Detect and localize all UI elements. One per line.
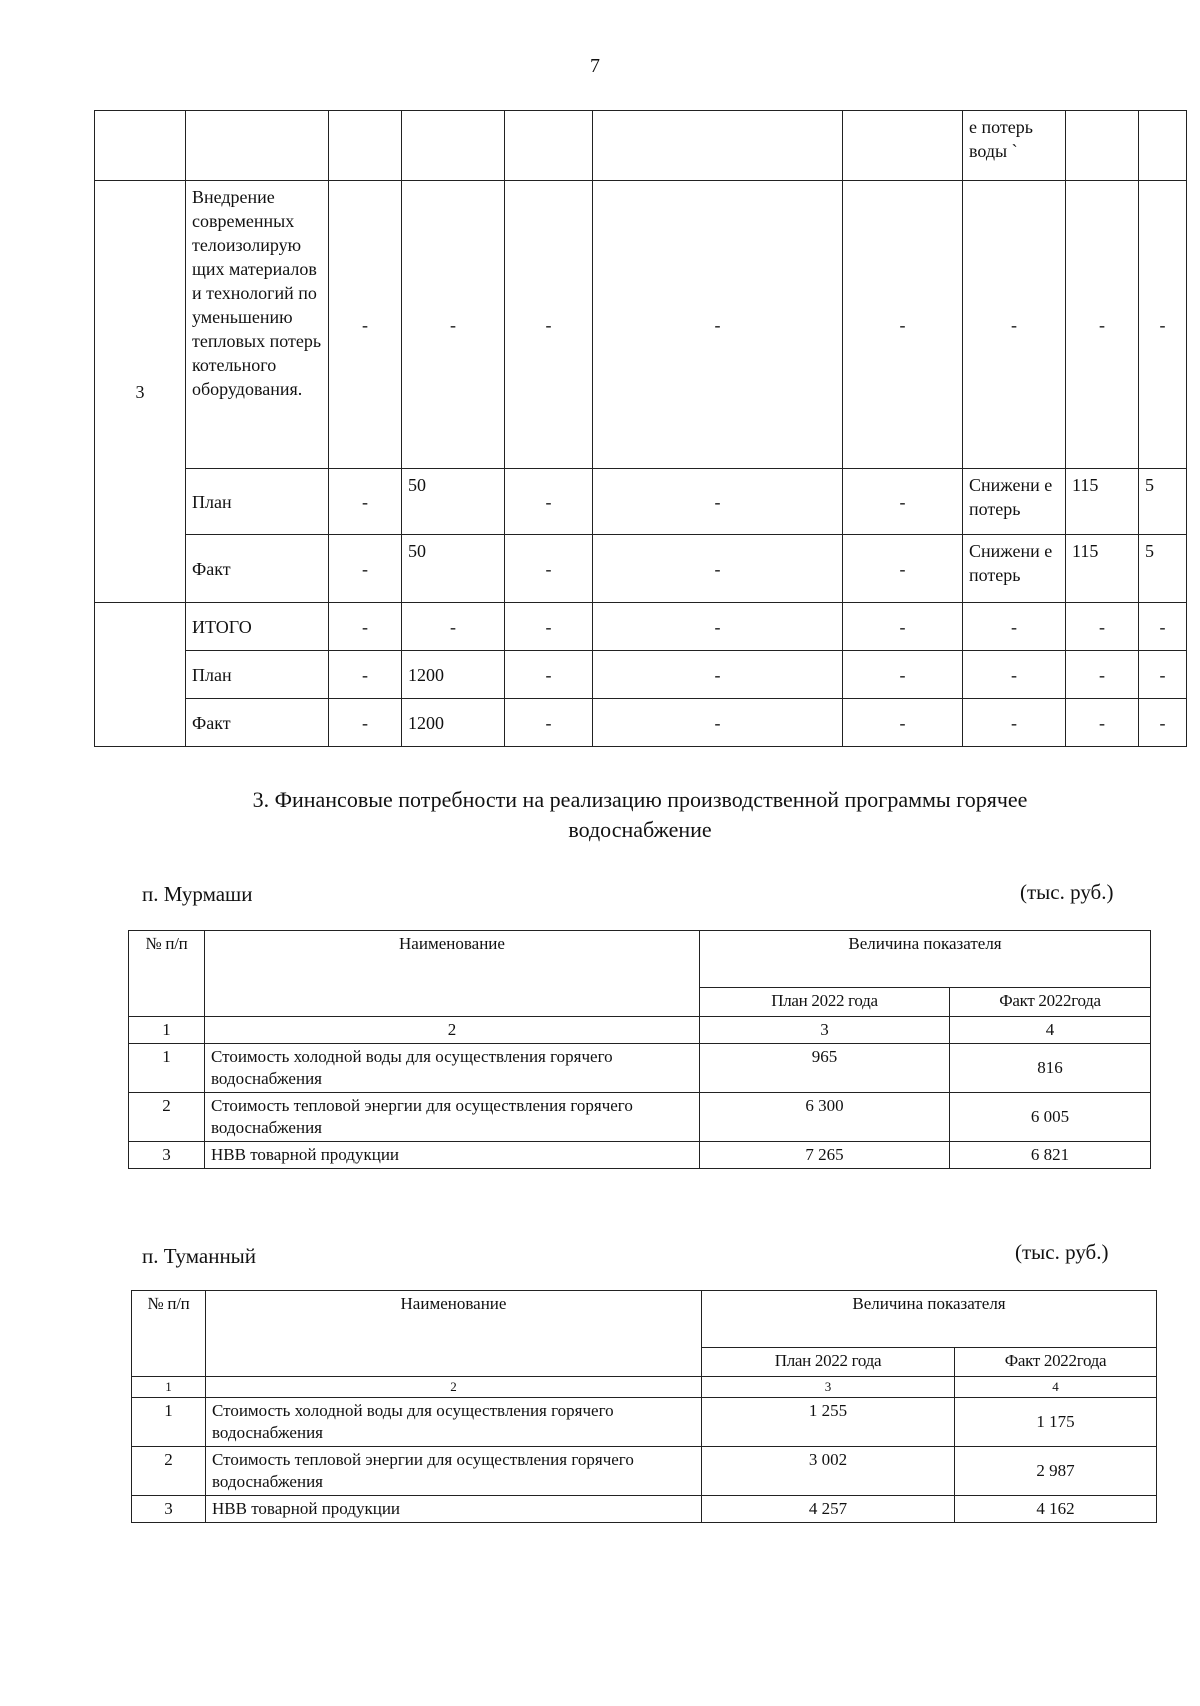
table-cell: - [329,603,402,651]
table-row [132,1291,1157,1348]
table-cell: 4 257 [702,1496,955,1523]
table-cell: Стоимость тепловой энергии для осуществления горячего водоснабжения [206,1447,702,1496]
row-number: 3 [95,181,186,603]
table-cell: - [963,603,1066,651]
header-fact: Факт 2022года [950,988,1151,1017]
table-cell: - [843,535,963,603]
table-cell: 4 [950,1017,1151,1044]
table-cell: - [402,181,505,469]
header-num: № п/п [129,931,205,1017]
row-label: Факт [186,535,329,603]
table-row [129,931,1151,988]
table-cell: - [593,535,843,603]
table-row [95,469,1187,535]
table-cell: НВВ товарной продукции [205,1142,700,1169]
table-row [132,1496,1157,1523]
table-cell: - [1139,699,1187,747]
header-plan: План 2022 года [702,1348,955,1377]
table-cell: - [329,181,402,469]
page-number: 7 [590,55,600,77]
row-label: ИТОГО [186,603,329,651]
table-cell: 1 [129,1044,205,1093]
table-cell: - [963,181,1066,469]
table-cell: 6 821 [950,1142,1151,1169]
table-cell: 50 [402,469,505,535]
measure-name: Внедрение современных телоизолирую щих материалов и технологий по уменьшению тепловых потерь котельного оборудования. [186,181,329,469]
table-cell: - [963,651,1066,699]
table-cell: 2 [129,1093,205,1142]
unit-label: (тыс. руб.) [1020,880,1114,904]
table-row [132,1377,1157,1398]
header-num: № п/п [132,1291,206,1377]
table-cell: - [505,603,593,651]
table-cell: - [505,651,593,699]
table-cell: - [593,651,843,699]
table-cell: 1 [129,1017,205,1044]
table-cell: - [843,651,963,699]
table-cell: 3 [702,1377,955,1398]
table-cell: 6 005 [950,1093,1151,1142]
table-cell: - [402,603,505,651]
table-cell: 1 255 [702,1398,955,1447]
table-cell: - [1139,603,1187,651]
table-cell: - [1139,181,1187,469]
table-cell: - [329,651,402,699]
table-cell: 7 265 [700,1142,950,1169]
table-cell: 4 [955,1377,1157,1398]
header-value: Величина показателя [700,931,1151,988]
table-row [95,699,1187,747]
table-cell: - [329,469,402,535]
table-row [95,603,1187,651]
table-cell: - [329,699,402,747]
table-cell: - [963,699,1066,747]
table-cell: - [505,535,593,603]
place-name: п. Туманный [142,1244,257,1268]
table-cell: 1 [132,1377,206,1398]
table-row [132,1398,1157,1447]
table-cell: НВВ товарной продукции [206,1496,702,1523]
table-cell: Стоимость холодной воды для осуществления горячего водоснабжения [205,1044,700,1093]
table-row [129,1044,1151,1093]
finance-table-tumanny [131,1290,1157,1523]
table-cell: - [1066,181,1139,469]
section-title: 3. Финансовые потребности на реализацию производственной программы горячее водоснабжение [252,787,1028,842]
table-cell: Снижени е потерь [963,535,1066,603]
table-cell: - [505,699,593,747]
table-cell: - [505,181,593,469]
table-cell: 3 [129,1142,205,1169]
table-cell: - [505,469,593,535]
table-cell: - [843,469,963,535]
unit-label: (тыс. руб.) [1015,1240,1109,1264]
table-cell: 50 [402,535,505,603]
table-cell: - [1066,603,1139,651]
table-cell: - [593,181,843,469]
program-table [94,110,1187,747]
table-cell: 1 [132,1398,206,1447]
table-cell: - [593,603,843,651]
table-cell: е потерь воды ` [963,111,1066,181]
table-cell: - [1066,699,1139,747]
table-row [95,181,1187,469]
table-cell: - [843,603,963,651]
table-cell: 2 987 [955,1447,1157,1496]
table-cell: 816 [950,1044,1151,1093]
table-cell: 965 [700,1044,950,1093]
table-cell: Стоимость холодной воды для осуществления горячего водоснабжения [206,1398,702,1447]
table-cell: 2 [206,1377,702,1398]
header-name: Наименование [205,931,700,1017]
table-cell: 1200 [402,651,505,699]
table-row [132,1447,1157,1496]
header-name: Наименование [206,1291,702,1377]
table-row [129,1142,1151,1169]
table-cell: - [843,181,963,469]
finance-table-murmashi [128,930,1151,1169]
row-label: План [186,469,329,535]
table-cell: 4 162 [955,1496,1157,1523]
table-row [129,1017,1151,1044]
table-cell: 115 [1066,469,1139,535]
header-plan: План 2022 года [700,988,950,1017]
place-name: п. Мурмаши [142,882,253,906]
table-cell: - [1139,651,1187,699]
table-cell: - [843,699,963,747]
table-cell: 3 [700,1017,950,1044]
table-cell: Стоимость тепловой энергии для осуществления горячего водоснабжения [205,1093,700,1142]
table-cell: 5 [1139,535,1187,603]
row-label: План [186,651,329,699]
table-cell: - [593,699,843,747]
row-label: Факт [186,699,329,747]
table-cell: 1 175 [955,1398,1157,1447]
table-cell: 1200 [402,699,505,747]
table-row [95,651,1187,699]
table-cell: 2 [205,1017,700,1044]
table-cell: 2 [132,1447,206,1496]
table-cell: 6 300 [700,1093,950,1142]
table-cell: - [329,535,402,603]
table-cell: 115 [1066,535,1139,603]
table-row [129,1093,1151,1142]
table-cell: - [593,469,843,535]
table-cell: - [1066,651,1139,699]
table-cell: 3 002 [702,1447,955,1496]
table-cell: Снижени е потерь [963,469,1066,535]
table-cell: 3 [132,1496,206,1523]
table-cell: 5 [1139,469,1187,535]
header-value: Величина показателя [702,1291,1157,1348]
table-row [95,535,1187,603]
table-row [95,111,1187,181]
header-fact: Факт 2022года [955,1348,1157,1377]
